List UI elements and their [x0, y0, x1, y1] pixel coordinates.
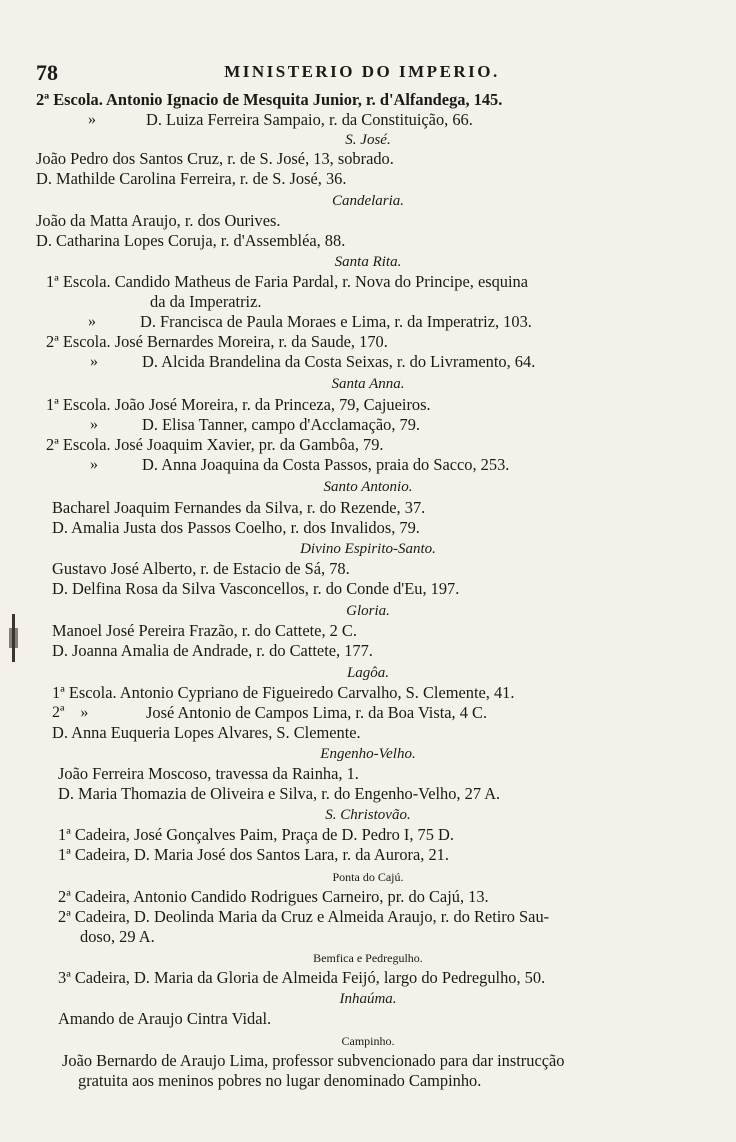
- text-line: Gustavo José Alberto, r. de Estacio de Sá, 78.: [52, 559, 350, 578]
- section-heading: Gloria.: [346, 603, 390, 619]
- section-heading: Candelaria.: [331, 193, 405, 209]
- section-heading: Bemfica e Pedregulho.: [313, 951, 423, 965]
- section-heading: Lagôa.: [346, 665, 390, 681]
- text-line: » D. Anna Joaquina da Costa Passos, praia do Sacco, 253.: [90, 455, 510, 474]
- text-line: João Ferreira Moscoso, travessa da Rainha, 1.: [58, 764, 359, 783]
- section-heading: Inhaúma.: [339, 991, 397, 1007]
- text-line: 1ª Cadeira, D. Maria José dos Santos Lara, r. da Aurora, 21.: [58, 845, 449, 864]
- text-line: Manoel José Pereira Frazão, r. do Cattete, 2 C.: [52, 621, 357, 640]
- section-heading: S. Christovão.: [325, 807, 411, 823]
- section-heading: Campinho.: [341, 1034, 395, 1048]
- text-line: D. Delfina Rosa da Silva Vasconcellos, r. do Conde d'Eu, 197.: [52, 579, 460, 598]
- text-line: 2ª Escola. José Joaquim Xavier, pr. da Gambôa, 79.: [46, 435, 384, 454]
- text-line: 1ª Escola. Candido Matheus de Faria Pardal, r. Nova do Principe, esquina: [46, 272, 529, 291]
- section-heading: Santa Rita.: [334, 254, 402, 270]
- section-heading: Santa Anna.: [331, 376, 405, 392]
- text-line: Bacharel Joaquim Fernandes da Silva, r. do Rezende, 37.: [52, 498, 426, 517]
- text-line: 2ª Cadeira, D. Deolinda Maria da Cruz e Almeida Araujo, r. do Retiro Sau-: [58, 907, 550, 926]
- text-line: » D. Elisa Tanner, campo d'Acclamação, 79.: [90, 415, 421, 434]
- text-line: 2ª Cadeira, Antonio Candido Rodrigues Carneiro, pr. do Cajú, 13.: [58, 887, 489, 906]
- text-line: D. Maria Thomazia de Oliveira e Silva, r. do Engenho-Velho, 27 A.: [58, 784, 501, 803]
- page-header: [36, 60, 688, 86]
- text-line: João Bernardo de Araujo Lima, professor subvencionado para dar instrucção: [62, 1051, 565, 1070]
- page-number: 78: [36, 60, 58, 85]
- text-line: 3ª Cadeira, D. Maria da Gloria de Almeida Feijó, largo do Pedregulho, 50.: [58, 968, 546, 987]
- section-heading: S. José.: [345, 132, 391, 148]
- section-heading: Santo Antonio.: [323, 479, 413, 495]
- text-line: da da Imperatriz.: [150, 292, 262, 311]
- text-line: 2ª » José Antonio de Campos Lima, r. da Boa Vista, 4 C.: [52, 703, 488, 722]
- text-line: doso, 29 A.: [80, 927, 155, 946]
- text-line: 1ª Escola. Antonio Cypriano de Figueiredo Carvalho, S. Clemente, 41.: [52, 683, 515, 702]
- text-line: João da Matta Araujo, r. dos Ourives.: [36, 211, 281, 230]
- text-line: Amando de Araujo Cintra Vidal.: [58, 1009, 272, 1028]
- text-line: 2ª Escola. Antonio Ignacio de Mesquita Junior, r. d'Alfandega, 145.: [36, 90, 503, 109]
- text-line: D. Mathilde Carolina Ferreira, r. de S. José, 36.: [36, 169, 347, 188]
- text-line: 1ª Escola. João José Moreira, r. da Princeza, 79, Cajueiros.: [46, 395, 431, 414]
- text-line: 2ª Escola. José Bernardes Moreira, r. da Saude, 170.: [46, 332, 388, 351]
- margin-mark: [8, 614, 20, 662]
- section-heading: Ponta do Cajú.: [332, 870, 404, 884]
- text-line: » D. Francisca de Paula Moraes e Lima, r. da Imperatriz, 103.: [88, 312, 532, 331]
- text-line: » D. Luiza Ferreira Sampaio, r. da Constituição, 66.: [88, 110, 473, 129]
- running-title: MINISTERIO DO IMPERIO.: [224, 62, 500, 81]
- text-line: D. Amalia Justa dos Passos Coelho, r. dos Invalidos, 79.: [52, 518, 420, 537]
- text-line: D. Joanna Amalia de Andrade, r. do Cattete, 177.: [52, 641, 373, 660]
- section-heading: Divino Espirito-Santo.: [300, 541, 436, 557]
- text-line: D. Catharina Lopes Coruja, r. d'Assembléa, 88.: [36, 231, 346, 250]
- text-line: D. Anna Euqueria Lopes Alvares, S. Clemente.: [52, 723, 361, 742]
- section-heading: Engenho-Velho.: [320, 746, 416, 762]
- text-line: João Pedro dos Santos Cruz, r. de S. José, 13, sobrado.: [36, 149, 394, 168]
- text-line: 1ª Cadeira, José Gonçalves Paim, Praça de D. Pedro I, 75 D.: [58, 825, 454, 844]
- text-line: » D. Alcida Brandelina da Costa Seixas, r. do Livramento, 64.: [90, 352, 536, 371]
- text-line: gratuita aos meninos pobres no lugar denominado Campinho.: [78, 1071, 482, 1090]
